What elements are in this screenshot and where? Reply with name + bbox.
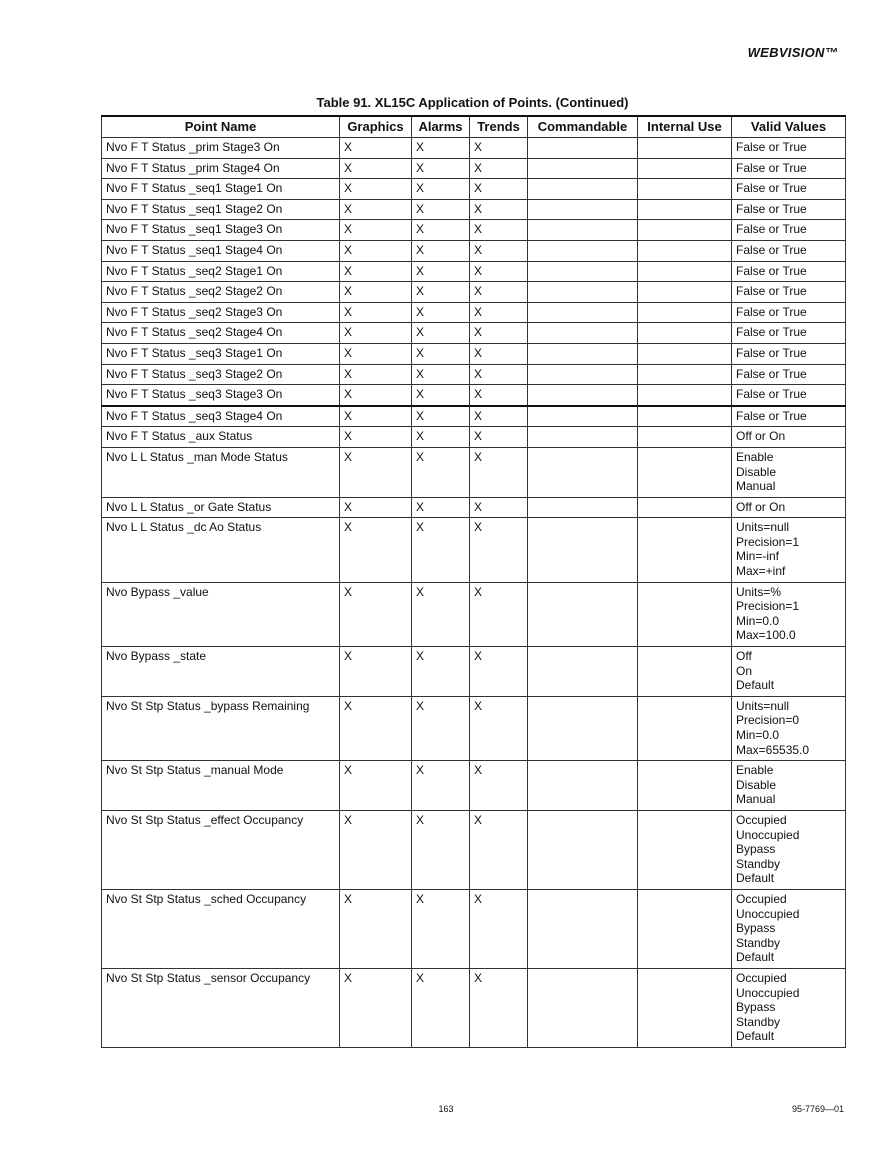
trends-cell: X bbox=[470, 497, 528, 518]
commandable-cell bbox=[528, 179, 638, 200]
alarms-cell: X bbox=[412, 282, 470, 303]
commandable-cell bbox=[528, 385, 638, 406]
valid-value-line: Standby bbox=[736, 935, 781, 950]
internal-use-cell bbox=[638, 364, 732, 385]
graphics-cell: X bbox=[340, 761, 412, 811]
valid-values-cell bbox=[732, 810, 846, 889]
point-name-cell: Nvo F T Status _seq1 Stage2 On bbox=[102, 199, 340, 220]
table-row bbox=[102, 582, 846, 646]
trends-cell: X bbox=[470, 385, 528, 406]
commandable-cell bbox=[528, 282, 638, 303]
point-name-cell: Nvo St Stp Status _sensor Occupancy bbox=[102, 968, 340, 1047]
trends-cell: X bbox=[470, 696, 528, 760]
valid-values-cell bbox=[732, 406, 846, 427]
commandable-cell bbox=[528, 158, 638, 179]
alarms-cell: X bbox=[412, 810, 470, 889]
point-name-cell: Nvo Bypass _value bbox=[102, 582, 340, 646]
alarms-cell: X bbox=[412, 889, 470, 968]
commandable-cell bbox=[528, 427, 638, 448]
trends-cell: X bbox=[470, 364, 528, 385]
graphics-cell: X bbox=[340, 282, 412, 303]
valid-value-line: Units=% bbox=[736, 584, 782, 599]
graphics-cell: X bbox=[340, 385, 412, 406]
alarms-cell: X bbox=[412, 343, 470, 364]
alarms-cell: X bbox=[412, 696, 470, 760]
table-row bbox=[102, 138, 846, 159]
graphics-cell: X bbox=[340, 447, 412, 497]
graphics-cell: X bbox=[340, 582, 412, 646]
point-name-cell: Nvo St Stp Status _sched Occupancy bbox=[102, 889, 340, 968]
graphics-cell: X bbox=[340, 323, 412, 344]
table-row bbox=[102, 385, 846, 406]
commandable-cell bbox=[528, 302, 638, 323]
table-row bbox=[102, 282, 846, 303]
valid-value-line: Unoccupied bbox=[736, 985, 800, 1000]
valid-value-line: False or True bbox=[736, 304, 807, 319]
point-name-cell: Nvo F T Status _seq3 Stage4 On bbox=[102, 406, 340, 427]
valid-values-cell bbox=[732, 968, 846, 1047]
valid-value-line: Precision=1 bbox=[736, 599, 800, 614]
table-row bbox=[102, 447, 846, 497]
graphics-cell: X bbox=[340, 179, 412, 200]
point-name-cell: Nvo F T Status _seq3 Stage1 On bbox=[102, 343, 340, 364]
graphics-cell: X bbox=[340, 427, 412, 448]
valid-value-line: Bypass bbox=[736, 921, 776, 936]
internal-use-cell bbox=[638, 582, 732, 646]
point-name-cell: Nvo St Stp Status _manual Mode bbox=[102, 761, 340, 811]
trends-cell: X bbox=[470, 261, 528, 282]
trends-cell: X bbox=[470, 199, 528, 220]
valid-value-line: Bypass bbox=[736, 842, 776, 857]
table-row bbox=[102, 427, 846, 448]
commandable-cell bbox=[528, 343, 638, 364]
valid-values-cell bbox=[732, 696, 846, 760]
alarms-cell: X bbox=[412, 518, 470, 582]
alarms-cell: X bbox=[412, 582, 470, 646]
internal-use-cell bbox=[638, 497, 732, 518]
alarms-cell: X bbox=[412, 427, 470, 448]
trends-cell: X bbox=[470, 220, 528, 241]
table-row bbox=[102, 968, 846, 1047]
trends-cell: X bbox=[470, 889, 528, 968]
commandable-cell bbox=[528, 761, 638, 811]
alarms-cell: X bbox=[412, 647, 470, 697]
internal-use-cell bbox=[638, 761, 732, 811]
point-name-cell: Nvo F T Status _seq3 Stage3 On bbox=[102, 385, 340, 406]
graphics-cell: X bbox=[340, 343, 412, 364]
valid-value-line: Units=null bbox=[736, 698, 790, 713]
valid-values-cell bbox=[732, 179, 846, 200]
point-name-cell: Nvo F T Status _seq2 Stage1 On bbox=[102, 261, 340, 282]
valid-values-cell bbox=[732, 240, 846, 261]
valid-value-line: Manual bbox=[736, 792, 776, 807]
valid-values-cell bbox=[732, 647, 846, 697]
valid-value-line: Off or On bbox=[736, 429, 786, 444]
internal-use-cell bbox=[638, 343, 732, 364]
trends-cell: X bbox=[470, 323, 528, 344]
valid-value-line: Default bbox=[736, 678, 775, 693]
point-name-cell: Nvo F T Status _aux Status bbox=[102, 427, 340, 448]
valid-values-cell bbox=[732, 158, 846, 179]
point-name-cell: Nvo F T Status _seq3 Stage2 On bbox=[102, 364, 340, 385]
valid-value-line: On bbox=[736, 663, 753, 678]
alarms-cell: X bbox=[412, 138, 470, 159]
commandable-cell bbox=[528, 406, 638, 427]
internal-use-cell bbox=[638, 240, 732, 261]
point-name-cell: Nvo L L Status _or Gate Status bbox=[102, 497, 340, 518]
table-caption: Table 91. XL15C Application of Points. (Continued) bbox=[316, 95, 629, 110]
valid-value-line: Occupied bbox=[736, 812, 787, 827]
trends-cell: X bbox=[470, 761, 528, 811]
alarms-cell: X bbox=[412, 158, 470, 179]
point-name-cell: Nvo F T Status _seq1 Stage3 On bbox=[102, 220, 340, 241]
trends-cell: X bbox=[470, 427, 528, 448]
commandable-cell bbox=[528, 889, 638, 968]
valid-values-cell bbox=[732, 889, 846, 968]
valid-value-line: Min=-inf bbox=[736, 549, 780, 564]
commandable-cell bbox=[528, 696, 638, 760]
valid-values-cell bbox=[732, 761, 846, 811]
internal-use-cell bbox=[638, 282, 732, 303]
trends-cell: X bbox=[470, 810, 528, 889]
valid-values-cell bbox=[732, 364, 846, 385]
commandable-cell bbox=[528, 364, 638, 385]
document-number: 95-7769—01 bbox=[791, 1104, 844, 1114]
valid-value-line: False or True bbox=[736, 222, 807, 237]
graphics-cell: X bbox=[340, 497, 412, 518]
valid-value-line: Bypass bbox=[736, 1000, 776, 1015]
valid-value-line: Min=0.0 bbox=[736, 613, 780, 628]
graphics-cell: X bbox=[340, 302, 412, 323]
valid-values-cell bbox=[732, 302, 846, 323]
alarms-cell: X bbox=[412, 179, 470, 200]
internal-use-cell bbox=[638, 199, 732, 220]
valid-values-cell bbox=[732, 427, 846, 448]
commandable-cell bbox=[528, 261, 638, 282]
point-name-cell: Nvo F T Status _seq2 Stage3 On bbox=[102, 302, 340, 323]
table-row bbox=[102, 497, 846, 518]
header-brand: WEBVISION™ bbox=[747, 45, 838, 60]
commandable-cell bbox=[528, 810, 638, 889]
col-header-trends: Trends bbox=[470, 116, 528, 138]
col-header-commandable: Commandable bbox=[528, 116, 638, 138]
valid-value-line: Precision=1 bbox=[736, 534, 800, 549]
internal-use-cell bbox=[638, 158, 732, 179]
internal-use-cell bbox=[638, 968, 732, 1047]
valid-values-cell bbox=[732, 261, 846, 282]
valid-value-line: Max=100.0 bbox=[736, 628, 796, 643]
table-row bbox=[102, 406, 846, 427]
commandable-cell bbox=[528, 220, 638, 241]
table-row bbox=[102, 343, 846, 364]
trends-cell: X bbox=[470, 302, 528, 323]
valid-value-line: False or True bbox=[736, 201, 807, 216]
valid-values-cell bbox=[732, 447, 846, 497]
col-header-point-name: Point Name bbox=[102, 116, 340, 138]
table-row bbox=[102, 220, 846, 241]
point-name-cell: Nvo F T Status _seq1 Stage1 On bbox=[102, 179, 340, 200]
trends-cell: X bbox=[470, 647, 528, 697]
trends-cell: X bbox=[470, 158, 528, 179]
valid-values-cell bbox=[732, 582, 846, 646]
trends-cell: X bbox=[470, 582, 528, 646]
graphics-cell: X bbox=[340, 518, 412, 582]
alarms-cell: X bbox=[412, 220, 470, 241]
valid-value-line: Max=65535.0 bbox=[736, 742, 810, 757]
internal-use-cell bbox=[638, 179, 732, 200]
table-body bbox=[102, 138, 846, 1048]
valid-value-line: False or True bbox=[736, 408, 807, 423]
internal-use-cell bbox=[638, 323, 732, 344]
internal-use-cell bbox=[638, 647, 732, 697]
point-name-cell: Nvo St Stp Status _effect Occupancy bbox=[102, 810, 340, 889]
trends-cell: X bbox=[470, 282, 528, 303]
commandable-cell bbox=[528, 647, 638, 697]
internal-use-cell bbox=[638, 302, 732, 323]
alarms-cell: X bbox=[412, 302, 470, 323]
graphics-cell: X bbox=[340, 810, 412, 889]
commandable-cell bbox=[528, 497, 638, 518]
valid-values-cell bbox=[732, 497, 846, 518]
col-header-graphics: Graphics bbox=[340, 116, 412, 138]
alarms-cell: X bbox=[412, 968, 470, 1047]
alarms-cell: X bbox=[412, 385, 470, 406]
internal-use-cell bbox=[638, 385, 732, 406]
col-header-internal-use: Internal Use bbox=[638, 116, 732, 138]
valid-value-line: Manual bbox=[736, 479, 776, 494]
valid-values-cell bbox=[732, 138, 846, 159]
table-row bbox=[102, 364, 846, 385]
trends-cell: X bbox=[470, 447, 528, 497]
valid-value-line: False or True bbox=[736, 325, 807, 340]
commandable-cell bbox=[528, 240, 638, 261]
table-row bbox=[102, 761, 846, 811]
valid-value-line: Occupied bbox=[736, 891, 787, 906]
point-name-cell: Nvo F T Status _prim Stage3 On bbox=[102, 138, 340, 159]
valid-value-line: False or True bbox=[736, 366, 807, 381]
trends-cell: X bbox=[470, 518, 528, 582]
internal-use-cell bbox=[638, 447, 732, 497]
internal-use-cell bbox=[638, 696, 732, 760]
commandable-cell bbox=[528, 968, 638, 1047]
commandable-cell bbox=[528, 582, 638, 646]
alarms-cell: X bbox=[412, 323, 470, 344]
commandable-cell bbox=[528, 518, 638, 582]
internal-use-cell bbox=[638, 810, 732, 889]
trends-cell: X bbox=[470, 406, 528, 427]
valid-value-line: Disable bbox=[736, 464, 777, 479]
table-row bbox=[102, 647, 846, 697]
valid-value-line: Units=null bbox=[736, 520, 790, 535]
internal-use-cell bbox=[638, 138, 732, 159]
valid-value-line: Occupied bbox=[736, 970, 787, 985]
point-name-cell: Nvo F T Status _seq2 Stage4 On bbox=[102, 323, 340, 344]
valid-value-line: Standby bbox=[736, 1014, 781, 1029]
valid-value-line: Standby bbox=[736, 856, 781, 871]
table-header-row bbox=[102, 116, 846, 138]
point-name-cell: Nvo F T Status _seq2 Stage2 On bbox=[102, 282, 340, 303]
point-name-cell: Nvo L L Status _dc Ao Status bbox=[102, 518, 340, 582]
table-row bbox=[102, 302, 846, 323]
valid-value-line: Off or On bbox=[736, 499, 786, 514]
table-row bbox=[102, 518, 846, 582]
valid-values-cell bbox=[732, 282, 846, 303]
point-name-cell: Nvo F T Status _seq1 Stage4 On bbox=[102, 240, 340, 261]
internal-use-cell bbox=[638, 261, 732, 282]
graphics-cell: X bbox=[340, 240, 412, 261]
valid-values-cell bbox=[732, 343, 846, 364]
commandable-cell bbox=[528, 323, 638, 344]
table-row bbox=[102, 199, 846, 220]
trends-cell: X bbox=[470, 240, 528, 261]
valid-value-line: Off bbox=[736, 649, 752, 664]
col-header-valid-values: Valid Values bbox=[732, 116, 846, 138]
alarms-cell: X bbox=[412, 240, 470, 261]
valid-value-line: Default bbox=[736, 950, 775, 965]
valid-value-line: Enable bbox=[736, 763, 774, 778]
valid-value-line: Unoccupied bbox=[736, 906, 800, 921]
table-row bbox=[102, 179, 846, 200]
valid-value-line: Enable bbox=[736, 449, 774, 464]
valid-value-line: False or True bbox=[736, 345, 807, 360]
valid-value-line: False or True bbox=[736, 263, 807, 278]
valid-value-line: False or True bbox=[736, 181, 807, 196]
page-number: 163 bbox=[438, 1104, 454, 1114]
trends-cell: X bbox=[470, 138, 528, 159]
points-table bbox=[101, 115, 846, 1048]
table-row bbox=[102, 261, 846, 282]
valid-value-line: False or True bbox=[736, 242, 807, 257]
valid-value-line: False or True bbox=[736, 160, 807, 175]
valid-value-line: False or True bbox=[736, 284, 807, 299]
point-name-cell: Nvo Bypass _state bbox=[102, 647, 340, 697]
graphics-cell: X bbox=[340, 968, 412, 1047]
alarms-cell: X bbox=[412, 406, 470, 427]
valid-value-line: Default bbox=[736, 1029, 775, 1044]
valid-value-line: Min=0.0 bbox=[736, 728, 780, 742]
commandable-cell bbox=[528, 138, 638, 159]
graphics-cell: X bbox=[340, 889, 412, 968]
valid-value-line: Disable bbox=[736, 777, 777, 792]
valid-value-line: Unoccupied bbox=[736, 827, 800, 842]
trends-cell: X bbox=[470, 343, 528, 364]
graphics-cell: X bbox=[340, 138, 412, 159]
point-name-cell: Nvo F T Status _prim Stage4 On bbox=[102, 158, 340, 179]
valid-value-line: Default bbox=[736, 871, 775, 886]
table-row bbox=[102, 810, 846, 889]
col-header-alarms: Alarms bbox=[412, 116, 470, 138]
commandable-cell bbox=[528, 447, 638, 497]
alarms-cell: X bbox=[412, 199, 470, 220]
alarms-cell: X bbox=[412, 447, 470, 497]
valid-values-cell bbox=[732, 323, 846, 344]
graphics-cell: X bbox=[340, 199, 412, 220]
graphics-cell: X bbox=[340, 158, 412, 179]
alarms-cell: X bbox=[412, 364, 470, 385]
valid-values-cell bbox=[732, 220, 846, 241]
table-row bbox=[102, 158, 846, 179]
valid-value-line: Precision=0 bbox=[736, 713, 800, 728]
internal-use-cell bbox=[638, 406, 732, 427]
graphics-cell: X bbox=[340, 406, 412, 427]
internal-use-cell bbox=[638, 427, 732, 448]
graphics-cell: X bbox=[340, 696, 412, 760]
valid-values-cell bbox=[732, 199, 846, 220]
valid-value-line: False or True bbox=[736, 140, 807, 154]
internal-use-cell bbox=[638, 518, 732, 582]
trends-cell: X bbox=[470, 968, 528, 1047]
alarms-cell: X bbox=[412, 761, 470, 811]
graphics-cell: X bbox=[340, 261, 412, 282]
table-row bbox=[102, 240, 846, 261]
table-row bbox=[102, 889, 846, 968]
table-row bbox=[102, 696, 846, 760]
valid-values-cell bbox=[732, 518, 846, 582]
graphics-cell: X bbox=[340, 364, 412, 385]
internal-use-cell bbox=[638, 889, 732, 968]
trends-cell: X bbox=[470, 179, 528, 200]
table-row bbox=[102, 323, 846, 344]
alarms-cell: X bbox=[412, 497, 470, 518]
point-name-cell: Nvo St Stp Status _bypass Remaining bbox=[102, 696, 340, 760]
graphics-cell: X bbox=[340, 220, 412, 241]
alarms-cell: X bbox=[412, 261, 470, 282]
internal-use-cell bbox=[638, 220, 732, 241]
valid-value-line: False or True bbox=[736, 387, 807, 402]
graphics-cell: X bbox=[340, 647, 412, 697]
commandable-cell bbox=[528, 199, 638, 220]
point-name-cell: Nvo L L Status _man Mode Status bbox=[102, 447, 340, 497]
valid-value-line: Max=+inf bbox=[736, 564, 786, 579]
valid-values-cell bbox=[732, 385, 846, 406]
